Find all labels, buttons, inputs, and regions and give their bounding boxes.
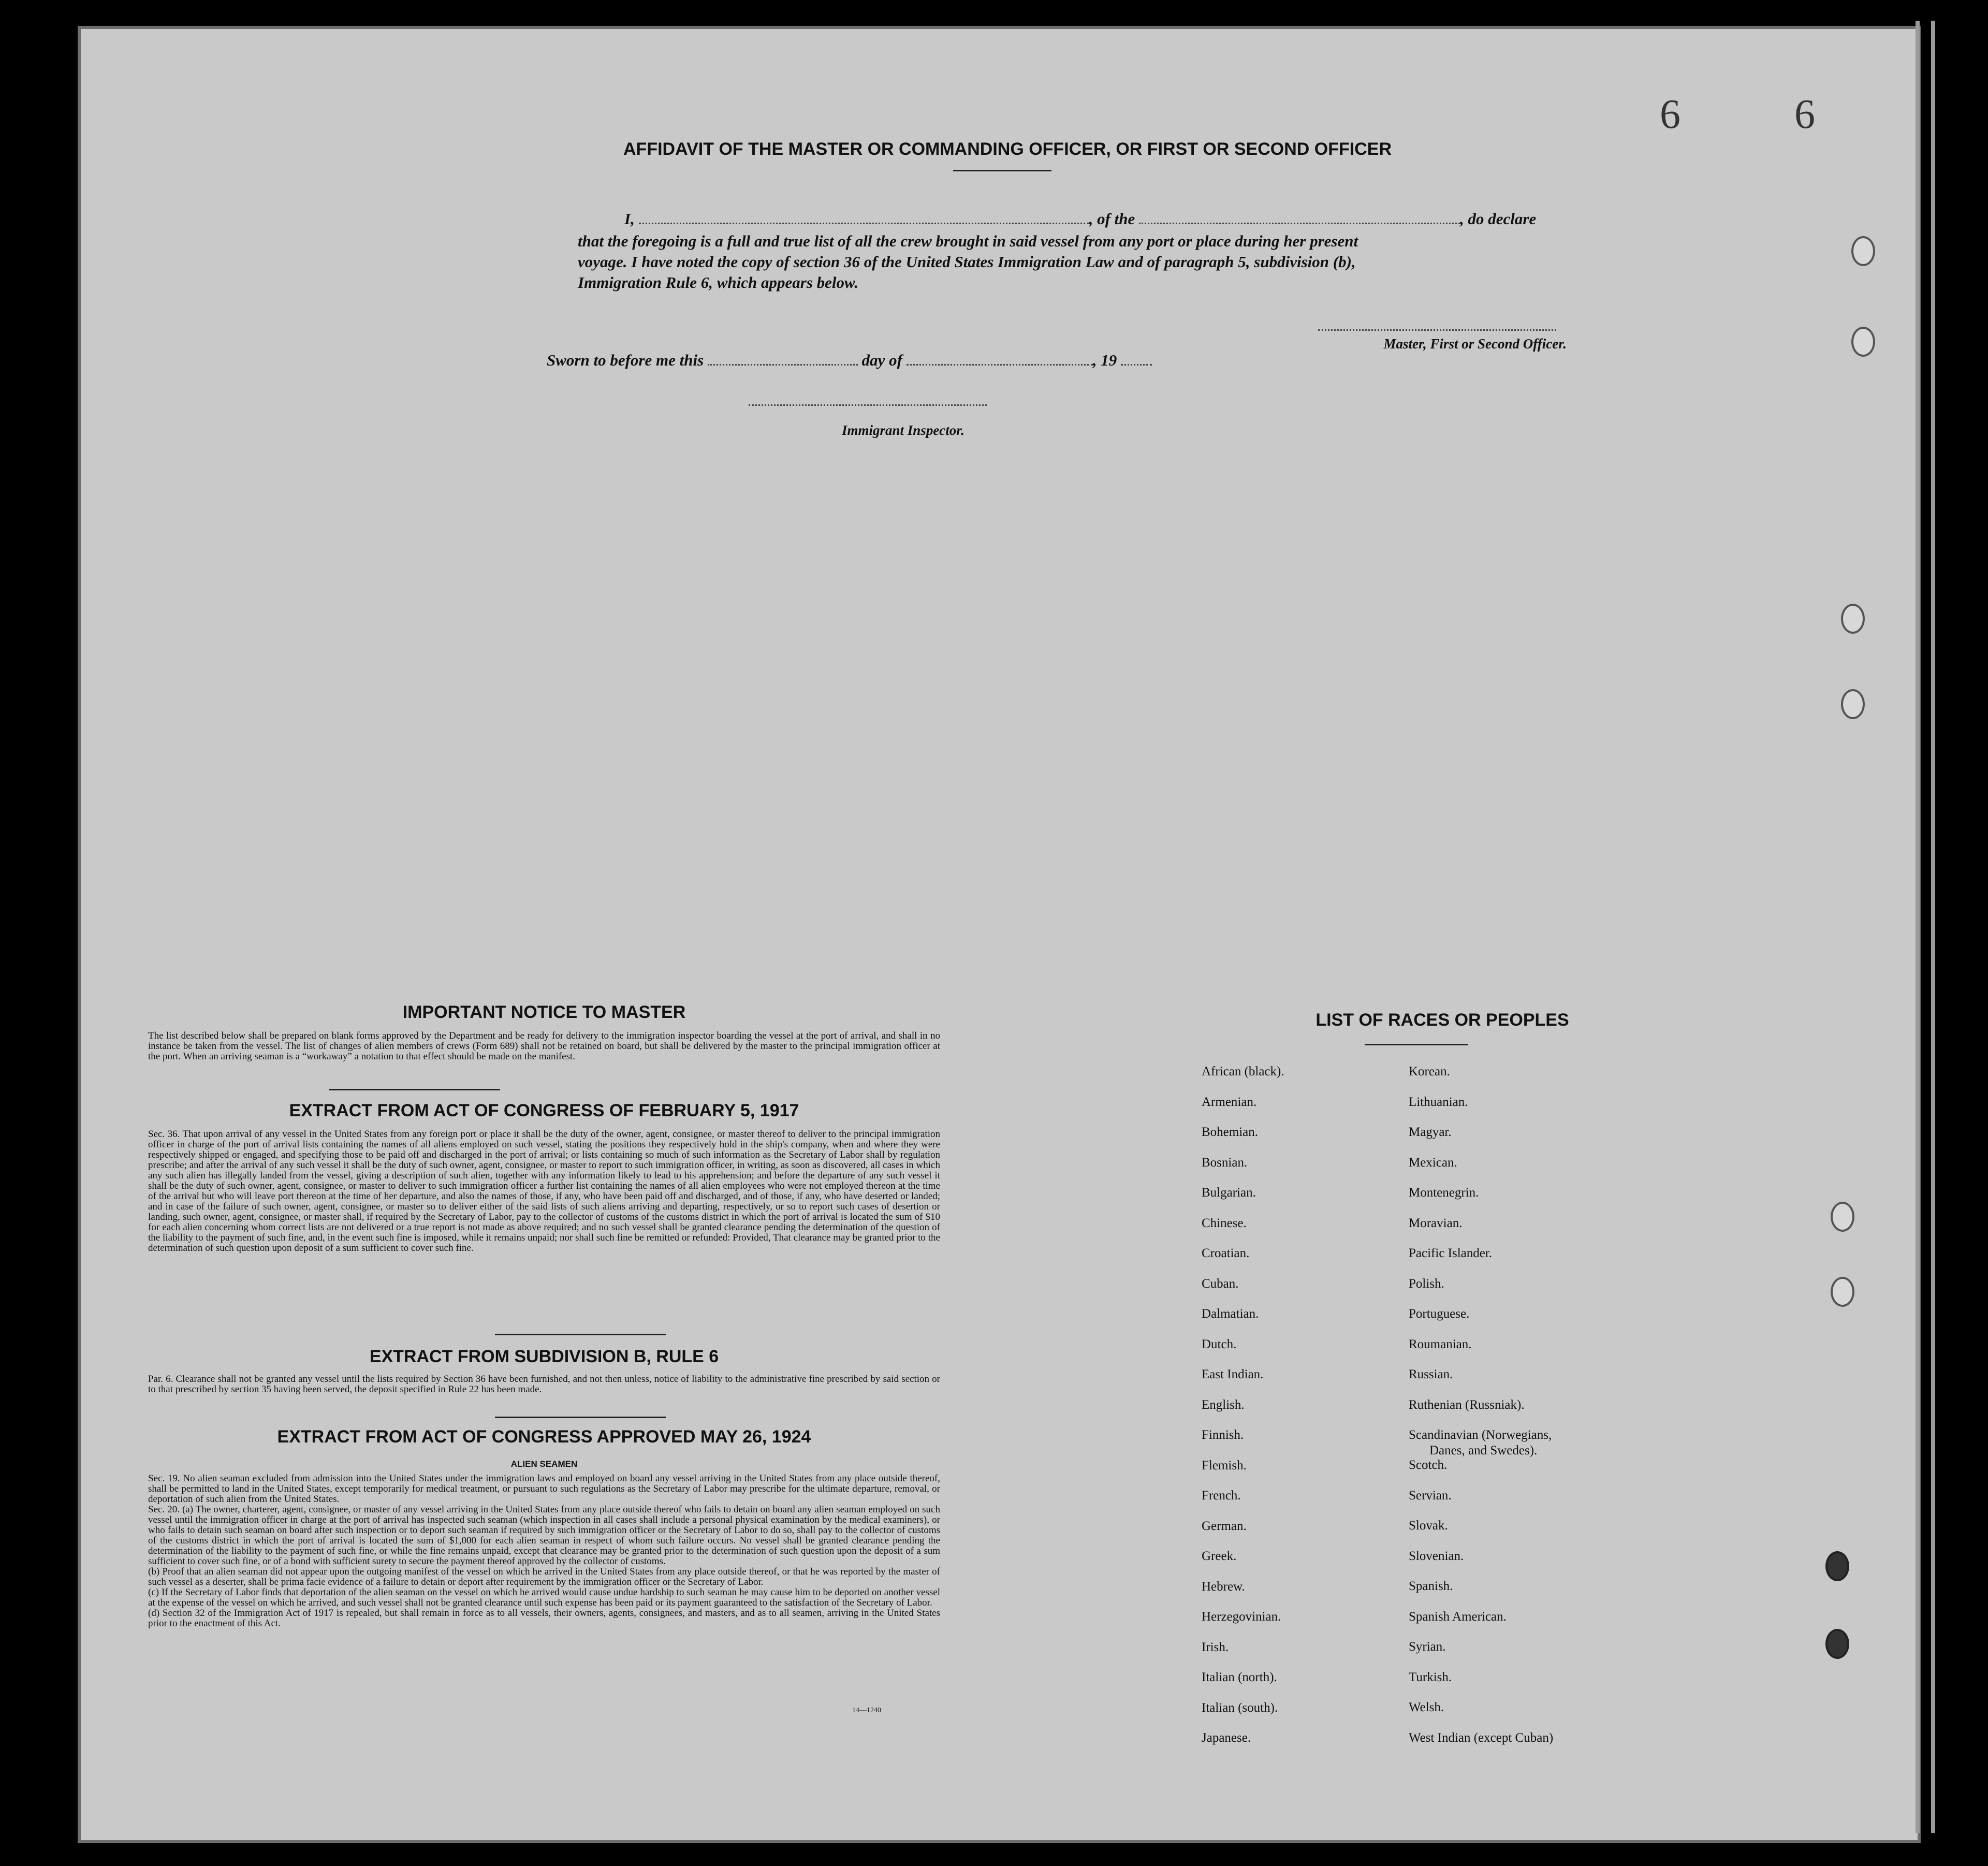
page-mark-right: 6 xyxy=(1794,92,1815,137)
races-right-item: Syrian. xyxy=(1409,1640,1446,1654)
master-signature-line xyxy=(1318,329,1556,331)
extract-1924-body xyxy=(148,1474,940,1629)
notice-text: The list described below shall be prepared on blank forms approved by the Department and be ready for delivery to the immigration inspector boarding the vessel at the port of arrival, and shall in no instance be taken from the vessel. The list of changes of alien members of crews (Form 689) shall not be retained on board, but shall be delivered by the master to the principal immigration officer at the port. When an arriving seaman is a “workaway” a notation to that effect should be made on the manifest. xyxy=(148,1030,940,1062)
races-left-column xyxy=(1202,1065,1398,1761)
races-left-item: English. xyxy=(1202,1397,1245,1412)
binder-hole xyxy=(1825,1629,1849,1659)
page-mark-left: 6 xyxy=(1660,92,1680,137)
binder-hole xyxy=(1825,1551,1849,1581)
affidavit-title: AFFIDAVIT OF THE MASTER OR COMMANDING OFFICER, OR FIRST OR SECOND OFFICER xyxy=(623,139,1392,159)
races-right-item: Moravian. xyxy=(1409,1216,1463,1230)
races-right-item: Roumanian. xyxy=(1409,1337,1472,1351)
affidavit-line2: that the foregoing is a full and true list of all the crew brought in said vessel from any port or place during her present xyxy=(578,232,1358,250)
binder-hole xyxy=(1831,1277,1854,1307)
races-right-item: Montenegrin. xyxy=(1409,1186,1479,1200)
vessel-blank xyxy=(1139,212,1460,224)
races-left-item: French. xyxy=(1202,1489,1241,1503)
title-rule xyxy=(953,170,1051,171)
notice-rule xyxy=(329,1089,500,1090)
declare-prefix: I, xyxy=(624,210,635,228)
races-left-item: Greek. xyxy=(1202,1549,1237,1563)
sworn-line xyxy=(547,350,1152,371)
races-left-item: Finnish. xyxy=(1202,1428,1244,1442)
races-right-item: Korean. xyxy=(1409,1065,1450,1078)
races-left-item: Japanese. xyxy=(1202,1731,1251,1745)
races-right-item: West Indian (except Cuban) xyxy=(1409,1730,1554,1745)
year-blank xyxy=(1121,354,1152,366)
affidavit-line1 xyxy=(624,209,1536,229)
affidavit-line3: voyage. I have noted the copy of section 36 of the United States Immigration Law and of paragraph 5, subdivision (b), xyxy=(578,253,1356,271)
races-left-item: East Indian. xyxy=(1202,1367,1264,1381)
races-right-item: Scotch. xyxy=(1409,1458,1448,1472)
races-rule xyxy=(1365,1044,1468,1045)
races-left-item: Cuban. xyxy=(1202,1276,1239,1291)
page-edge xyxy=(1916,21,1920,1833)
sec20b-text: (b) Proof that an alien seaman did not appear upon the outgoing manifest of the vessel on which he arrived in the United States from any place outside thereof, or that he was reported by the master of such vessel as a deserter, shall be prima facie evidence of a failure to detain or deport after requirement by the immigration officer or the Secretary of Labor. xyxy=(148,1566,940,1587)
binder-hole xyxy=(1841,689,1865,719)
page-edge xyxy=(1931,21,1935,1833)
races-right-item: Ruthenian (Russniak). xyxy=(1409,1397,1525,1412)
races-left-item: Irish. xyxy=(1202,1640,1229,1654)
sec19-text: Sec. 19. No alien seaman excluded from admission into the United States under the immigration laws and employed on board any vessel arriving in the United States from any place outside thereof, shall be permitted to land in the United States, except temporarily for medical treatment, or pursuant to such regulations as the Secretary of Labor may prescribe for the ultimate departure, removal, or deportation of such alien from the United States. xyxy=(148,1473,940,1505)
of-the-text: , of the xyxy=(1089,210,1135,228)
rule6-rule xyxy=(495,1417,666,1418)
extract-1924-title: EXTRACT FROM ACT OF CONGRESS APPROVED MAY 26, 1924 xyxy=(277,1427,811,1447)
races-right-item: Spanish. xyxy=(1409,1579,1453,1593)
master-signature-label: Master, First or Second Officer. xyxy=(1383,336,1567,352)
races-left-item: African (black). xyxy=(1202,1065,1284,1078)
sworn-text: Sworn to before me this xyxy=(547,351,704,369)
year-text: , 19 xyxy=(1092,351,1117,369)
races-left-item: German. xyxy=(1202,1519,1247,1533)
races-right-item: Polish. xyxy=(1409,1276,1444,1291)
races-right-item: Portuguese. xyxy=(1409,1307,1470,1321)
sec20d-text: (d) Section 32 of the Immigration Act of 1917 is repealed, but shall remain in force as to all vessels, their owners, agents, consignees, and masters, and as to all seamen, arriving in the United States prior to the enactment of this Act. xyxy=(148,1608,940,1629)
races-left-item: Bulgarian. xyxy=(1202,1186,1256,1200)
races-left-item: Flemish. xyxy=(1202,1458,1247,1473)
races-right-item: Danes, and Swedes). xyxy=(1429,1444,1538,1457)
day-blank xyxy=(708,354,858,366)
races-right-item: Welsh. xyxy=(1409,1700,1444,1714)
rule6-title: EXTRACT FROM SUBDIVISION B, RULE 6 xyxy=(369,1347,719,1366)
races-left-item: Bohemian. xyxy=(1202,1125,1259,1139)
races-left-item: Hebrew. xyxy=(1202,1579,1245,1594)
sec20a-text: Sec. 20. (a) The owner, charterer, agent, consignee, or master of any vessel arriving in the United States from any place outside thereof who fails to detain on board any alien seaman employed on such vessel until the immigration officer in charge at the port of arrival has inspected such seaman (which inspection in all cases shall include a personal physical examination by the medical examiners), or who fails to detain such seaman on board after such inspection or to deport such seaman if required by such immigration officer or the Secretary of Labor to do so, shall pay to the collector of customs of the customs district in which the port of arrival is located the sum of $1,000 for each alien seaman in respect of whom such failure occurs. No vessel shall be granted clearance pending the determination of the liability to the payment of such fine, or while the fine remains unpaid, except that clearance may be granted prior to the determination of such question upon the deposit of a sum sufficient to cover such fine, or of a bond with sufficient surety to secure the payment thereof approved by the collector of customs. xyxy=(148,1504,940,1567)
races-right-item: Pacific Islander. xyxy=(1409,1246,1493,1260)
races-left-item: Italian (south). xyxy=(1202,1700,1278,1715)
notice-title: IMPORTANT NOTICE TO MASTER xyxy=(402,1002,686,1022)
races-right-item: Magyar. xyxy=(1409,1125,1452,1139)
races-left-item: Dutch. xyxy=(1202,1337,1237,1351)
races-right-item: Scandinavian (Norwegians, xyxy=(1409,1428,1552,1442)
extract-1917-text: Sec. 36. That upon arrival of any vessel in the United States from any foreign port or place it shall be the duty of the owner, agent, consignee, or master thereof to deliver to the principal immigration officer in charge of the port of arrival lists containing the names of all aliens employed on such vessel, stating the positions they respectively hold in the ship's company, when and where they were respectively shipped or engaged, and specifying those to be paid off and discharged in the port of arrival; or lists containing so much of such information as the Secretary of Labor shall by regulation prescribe; and after the arrival of any such vessel it shall be the duty of such owner, agent, consignee, or master to report to such immigration officer, in writing, as soon as discovered, all cases in which any such alien has illegally landed from the vessel, giving a description of such alien, together with any information likely to lead to his apprehension; and before the departure of any such vessel it shall be the duty of such owner, agent, consignee, or master to deliver to such immigration officer a further list containing the names of all alien employees who were not employed thereon at the time of the arrival but who will leave port thereon at the time of her departure, and also the names of those, if any, who have been paid off and discharged, and of those, if any, who have deserted or landed; and in case of the failure of such owner, agent, consignee, or master so to deliver either of the said lists of such aliens arriving and departing, respectively, or so to report such cases of desertion or landing, such owner, agent, consignee, or master shall, if required by the Secretary of Labor, pay to the collector of customs of the customs district in which the port of arrival is located the sum of $10 for each alien concerning whom correct lists are not delivered or a true report is not made as above required; and no such vessel shall be granted clearance pending the determination of the question of the liability to the payment of such fine, and, in the event such fine is imposed, while it remains unpaid; nor shall such fine be remitted or refunded: Provided, That clearance may be granted prior to the determination of such question upon deposit of a sum sufficient to cover such fine. xyxy=(148,1129,940,1253)
races-left-item: Italian (north). xyxy=(1202,1670,1277,1684)
races-left-item: Dalmatian. xyxy=(1202,1307,1259,1321)
extract-1917-rule xyxy=(495,1334,666,1335)
extract-1917-title: EXTRACT FROM ACT OF CONGRESS OF FEBRUARY 5, 1917 xyxy=(289,1101,799,1120)
inspector-label: Immigrant Inspector. xyxy=(842,422,965,438)
races-right-item: Mexican. xyxy=(1409,1155,1457,1170)
day-of-text: day of xyxy=(861,351,902,369)
races-left-item: Croatian. xyxy=(1202,1246,1250,1260)
form-number: 14—1240 xyxy=(852,1707,881,1714)
inspector-signature-line xyxy=(749,404,987,406)
manifest-page xyxy=(78,26,1921,1843)
name-blank xyxy=(639,212,1089,224)
races-right-item: Spanish American. xyxy=(1409,1609,1507,1624)
binder-hole xyxy=(1841,604,1865,634)
rule6-text: Par. 6. Clearance shall not be granted any vessel until the lists required by Section 36 have been furnished, and not then unless, notice of liability to the administrative fine prescribed by said section or to that prescribed by section 35 having been served, the deposit specified in Rule 22 has been made. xyxy=(148,1374,940,1395)
sec20c-text: (c) If the Secretary of Labor finds that deportation of the alien seaman on the vessel on which he arrived would cause undue hardship to such seaman he may cause him to be deported on another vessel at the expense of the vessel on which he arrived, and such vessel shall not be granted clearance until such expense has been paid or its payment guaranteed to the satisfaction of the Secretary of Labor. xyxy=(148,1587,940,1608)
races-left-item: Bosnian. xyxy=(1202,1155,1248,1170)
races-right-item: Lithuanian. xyxy=(1409,1095,1468,1109)
races-right-item: Servian. xyxy=(1409,1488,1452,1503)
races-right-item: Russian. xyxy=(1409,1367,1453,1381)
month-blank xyxy=(907,354,1093,366)
binder-hole xyxy=(1831,1202,1854,1232)
binder-hole xyxy=(1851,236,1875,266)
races-left-item: Armenian. xyxy=(1202,1095,1257,1109)
races-right-item: Slovak. xyxy=(1409,1519,1448,1533)
races-right-item: Slovenian. xyxy=(1409,1549,1464,1563)
alien-seamen-subtitle: ALIEN SEAMEN xyxy=(510,1459,578,1469)
affidavit-line4: Immigration Rule 6, which appears below. xyxy=(578,273,859,291)
races-right-item: Turkish. xyxy=(1409,1670,1452,1684)
races-left-item: Herzegovinian. xyxy=(1202,1610,1281,1624)
races-title: LIST OF RACES OR PEOPLES xyxy=(1315,1010,1569,1030)
races-right-column xyxy=(1409,1065,1678,1761)
do-declare-text: , do declare xyxy=(1460,210,1537,228)
races-left-item: Chinese. xyxy=(1202,1216,1247,1230)
binder-hole xyxy=(1851,327,1875,357)
